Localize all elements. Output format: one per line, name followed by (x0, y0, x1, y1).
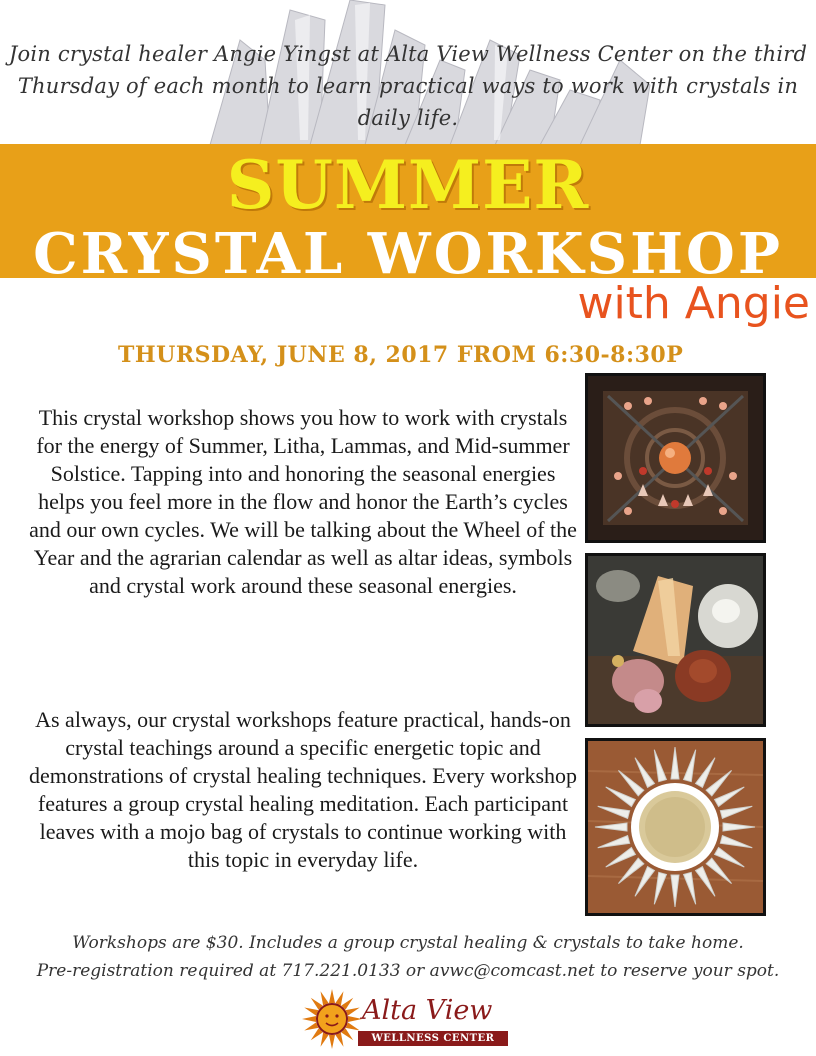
sun-icon (300, 985, 364, 1049)
sun-ray (304, 1022, 318, 1030)
intro-line-1: Join crystal healer Angie Yingst at Alta View Wellness Center on the third (8, 42, 808, 66)
description-paragraph-1: This crystal workshop shows you how to work with crystals for the energy of Summer, Litha, Lammas, and Mid-summer Solstice. Tapping into and honoring the seasonal energies helps you feel more in the flow and honor the Earth’s cycles and our own cycles. We will be talking about the Wheel of the Year and the agrarian calendar as well as altar ideas, symbols and crystal work around these seasonal energies. (29, 405, 577, 598)
cup-crystal-points-photo (585, 738, 766, 916)
sun-ray (348, 1016, 362, 1022)
logo-subtitle: WELLNESS CENTER (358, 1031, 508, 1046)
title-with-angie: with Angie (577, 278, 810, 329)
description-paragraph-2: As always, our crystal workshops feature practical, hands-on crystal teachings around a specific energetic topic and demonstrations of crystal healing techniques. Every workshop features a group crystal healing meditation. Each participant leaves with a mojo bag of crystals to continue working with this topic in everyday life. (28, 707, 578, 872)
intro-line-2: Thursday of each month to learn practical ways to work with crystals in daily life. (17, 74, 799, 130)
event-date-time: THURSDAY, JUNE 8, 2017 FROM 6:30-8:30P (118, 342, 684, 368)
sun-ray (302, 1016, 316, 1022)
crystal-grid-photo (585, 373, 766, 543)
logo-name: Alta View (362, 995, 493, 1026)
crystals-altar-photo (585, 553, 766, 727)
sun-ray (321, 1033, 329, 1047)
title-crystal-workshop: CRYSTAL WORKSHOP (33, 221, 783, 287)
price-line: Workshops are $30. Includes a group crystal healing & crystals to take home. (72, 933, 744, 953)
sun-ray (335, 991, 343, 1005)
sun-ray (346, 1008, 360, 1016)
sun-ray (304, 1008, 318, 1016)
registration-line: Pre-registration required at 717.221.0133 or avwc@comcast.net to reserve your spot. (36, 961, 780, 981)
title-summer: SUMMER (226, 146, 590, 224)
sun-ray (335, 1033, 343, 1047)
alta-view-logo (300, 985, 520, 1055)
sun-ray (329, 989, 335, 1003)
sun-ray (321, 991, 329, 1005)
sun-ray (346, 1022, 360, 1030)
sun-ray (329, 1035, 335, 1049)
intro-text (0, 38, 816, 134)
